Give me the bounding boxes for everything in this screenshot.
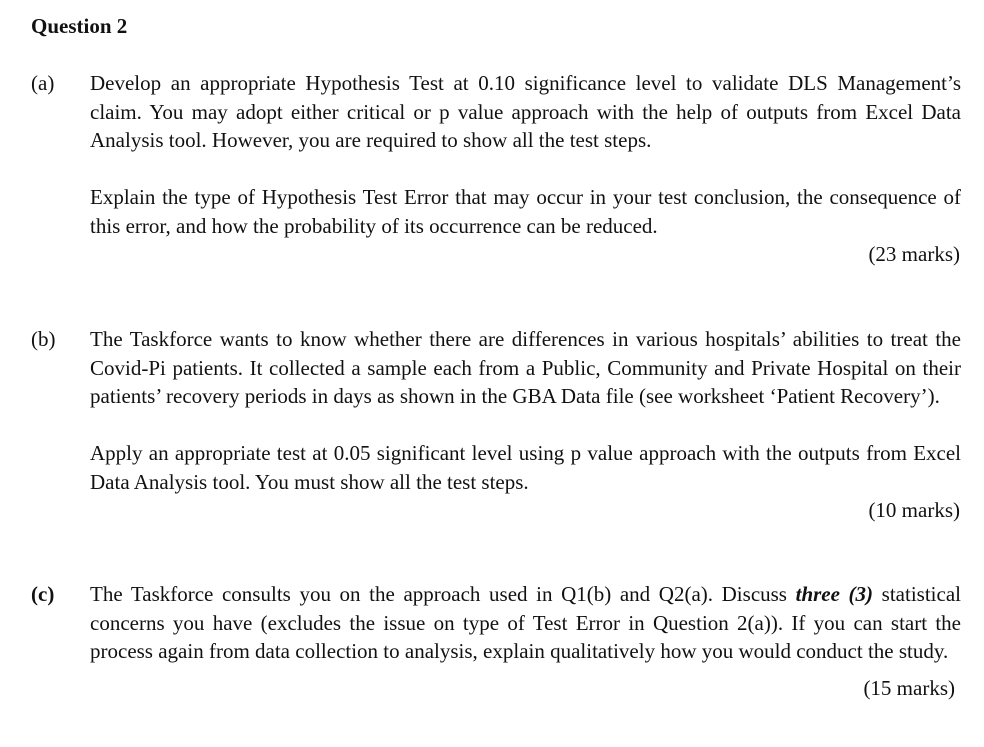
part-c-label: (c) [31,582,55,606]
part-c-text-end: statistical concerns you have (excludes the issue on type of Test Error in Question 2(a)). If you can start the process again from data collection to analysis, explain qualitatively how you would conduct the study. [90,582,961,663]
part-c-body [90,580,961,702]
part-a-label: (a) [31,71,55,95]
part-b [31,325,961,525]
part-b-paragraph-1: The Taskforce wants to know whether there are differences in various hospitals’ abilities to treat the Covid-Pi patients. It collected a sample each from a Public, Community and Private Hospital on their patients’ recovery periods in days as shown in the GBA Data file (see worksheet ‘Patient Recovery’). [90,327,961,408]
part-b-paragraph-2: Apply an appropriate test at 0.05 significant level using p value approach with the outputs from Excel Data Analysis tool. You must show all the test steps. [90,441,961,494]
part-b-label: (b) [31,327,56,351]
part-a-paragraph-1: Develop an appropriate Hypothesis Test at 0.10 significance level to validate DLS Management’s claim. You may adopt either critical or p value approach with the help of outputs from Excel Data Analysis tool. However, you are required to show all the test steps. [90,71,961,152]
question-title: Question 2 [31,14,128,38]
part-a-marks: (23 marks) [868,242,960,266]
part-c [31,580,961,702]
part-a-body [90,69,961,269]
part-b-body [90,325,961,525]
part-c-text-start: The Taskforce consults you on the approach used in Q1(b) and Q2(a). Discuss [90,582,796,606]
part-a [31,69,961,269]
part-c-paragraph-1 [90,580,961,666]
part-c-marks: (15 marks) [863,675,955,700]
part-a-paragraph-2: Explain the type of Hypothesis Test Error that may occur in your test conclusion, the consequence of this error, and how the probability of its occurrence can be reduced. [90,185,961,238]
part-c-emphasis: three (3) [795,582,874,606]
part-b-marks: (10 marks) [868,498,960,522]
